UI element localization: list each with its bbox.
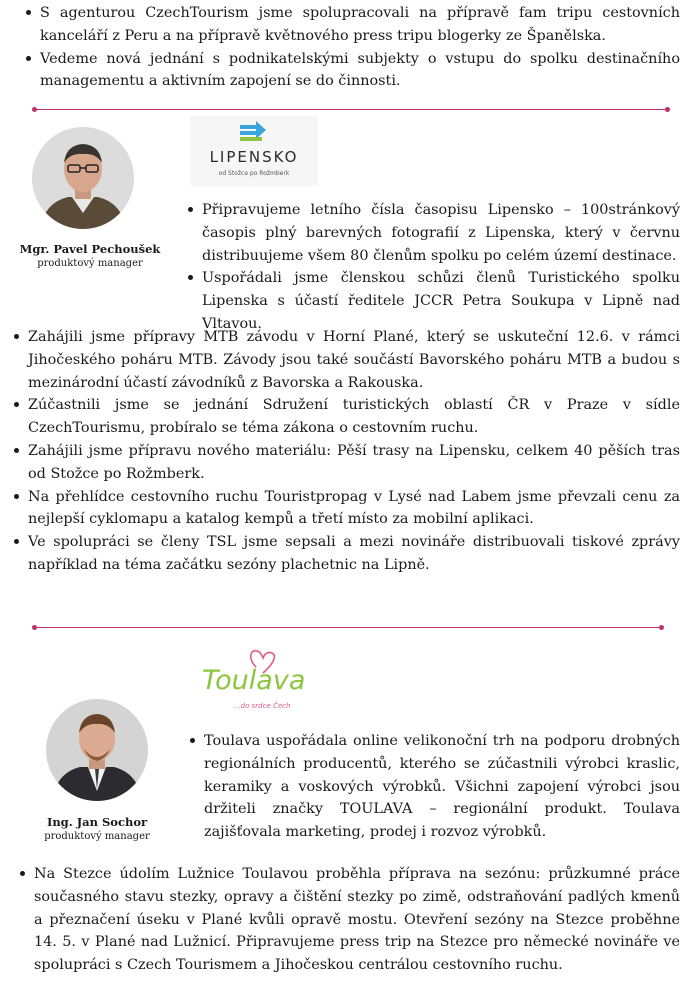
toulava-logo — [196, 645, 306, 715]
person-name: Mgr. Pavel Pechoušek — [19, 242, 161, 256]
toulava-bullet-list — [34, 863, 680, 977]
lipensko-logo-name: LIPENSKO — [209, 148, 299, 166]
list-item: Uspořádali jsme členskou schůzi členů Turistického spolku Lipenska s účastí ředitele JCCR Petra Soukupa v Lipně nad Vltavou. — [202, 267, 680, 335]
person-photo-sochor — [46, 699, 148, 801]
top-bullet-list — [40, 2, 680, 93]
toulava-side-list — [204, 730, 680, 844]
list-item: Ve spolupráci se členy TSL jsme sepsali a mezi novináře distribuovali tiskové zprávy například na téma začátku sezóny plachetnic na Lipně. — [28, 531, 680, 577]
section-divider — [34, 627, 662, 628]
list-item: Na Stezce údolím Lužnice Toulavou proběhla příprava na sezónu: průzkumné práce současného stavu stezky, opravy a čištění stezky po zimě, odstraňování padlých kmenů a přeznačení úseku v Plané kvůli opravě mostu. Otevření sezóny na Stezce proběhne 14. 5. v Plané nad Lužnicí. Připravujeme press trip na Stezce pro německé novináře ve spolupráci s Czech Tourismem a Jihočeskou centrálou cestovního ruchu. — [34, 863, 680, 977]
person-role: produktový manager — [37, 258, 143, 269]
avatar — [32, 127, 134, 229]
list-item: Zúčastnili jsme se jednání Sdružení turistických oblastí ČR v Praze v sídle CzechTourismu, probíralo se téma zákona o cestovním ruchu. — [28, 394, 680, 440]
list-item: Připravujeme letního čísla časopisu Lipensko – 100stránkový časopis plný barevných fotografií z Lipenska, který v červnu distribuujeme všem 80 členům spolku po celém území destinace. — [202, 199, 680, 267]
section-divider — [34, 109, 668, 110]
list-item: Na přehlídce cestovního ruchu Touristpropag v Lysé nad Labem jsme převzali cenu za nejlepší cyklomapu a katalog kempů a třetí místo za mobilní aplikaci. — [28, 486, 680, 532]
lipensko-logo-tagline: od Stožce po Rožmberk — [218, 170, 290, 177]
person-name: Ing. Jan Sochor — [46, 815, 148, 829]
person-role: produktový manager — [44, 831, 150, 842]
toulava-logo-name: Toulava — [202, 665, 306, 696]
person-photo-pechousek — [32, 127, 134, 229]
list-item: S agenturou CzechTourism jsme spolupracovali na přípravě fam tripu cestovních kanceláří z Peru a na přípravě květnového press tripu blogerky ze Španělska. — [40, 2, 680, 48]
lipensko-bullet-list — [28, 326, 680, 577]
list-item: Zahájili jsme přípravy MTB závodu v Horní Plané, který se uskuteční 12.6. v rámci Jihočeského poháru MTB. Závody jsou také součástí Bavorského poháru MTB a budou s mezinárodní účastí závodníků z Bavorska a Rakouska. — [28, 326, 680, 394]
avatar — [46, 699, 148, 801]
list-item: Zahájili jsme přípravu nového materiálu: Pěší trasy na Lipensku, celkem 40 pěších tras od Stožce po Rožmberk. — [28, 440, 680, 486]
toulava-logo-tagline: ...do srdce Čech — [234, 702, 291, 710]
list-item: Vedeme nová jednání s podnikatelskými subjekty o vstupu do spolku destinačního managementu a aktivním zapojení se do činnosti. — [40, 48, 680, 94]
lipensko-side-list — [202, 199, 680, 336]
list-item: Toulava uspořádala online velikonoční trh na podporu drobných regionálních producentů, kterého se zúčastnili výrobci kraslic, keramiky a voskových výrobků. Všichni zapojení výrobci jsou držiteli značky TOULAVA – regionální produkt. Toulava zajišťovala marketing, prodej i rozvoz výrobků. — [204, 730, 680, 844]
lipensko-logo — [190, 116, 318, 186]
